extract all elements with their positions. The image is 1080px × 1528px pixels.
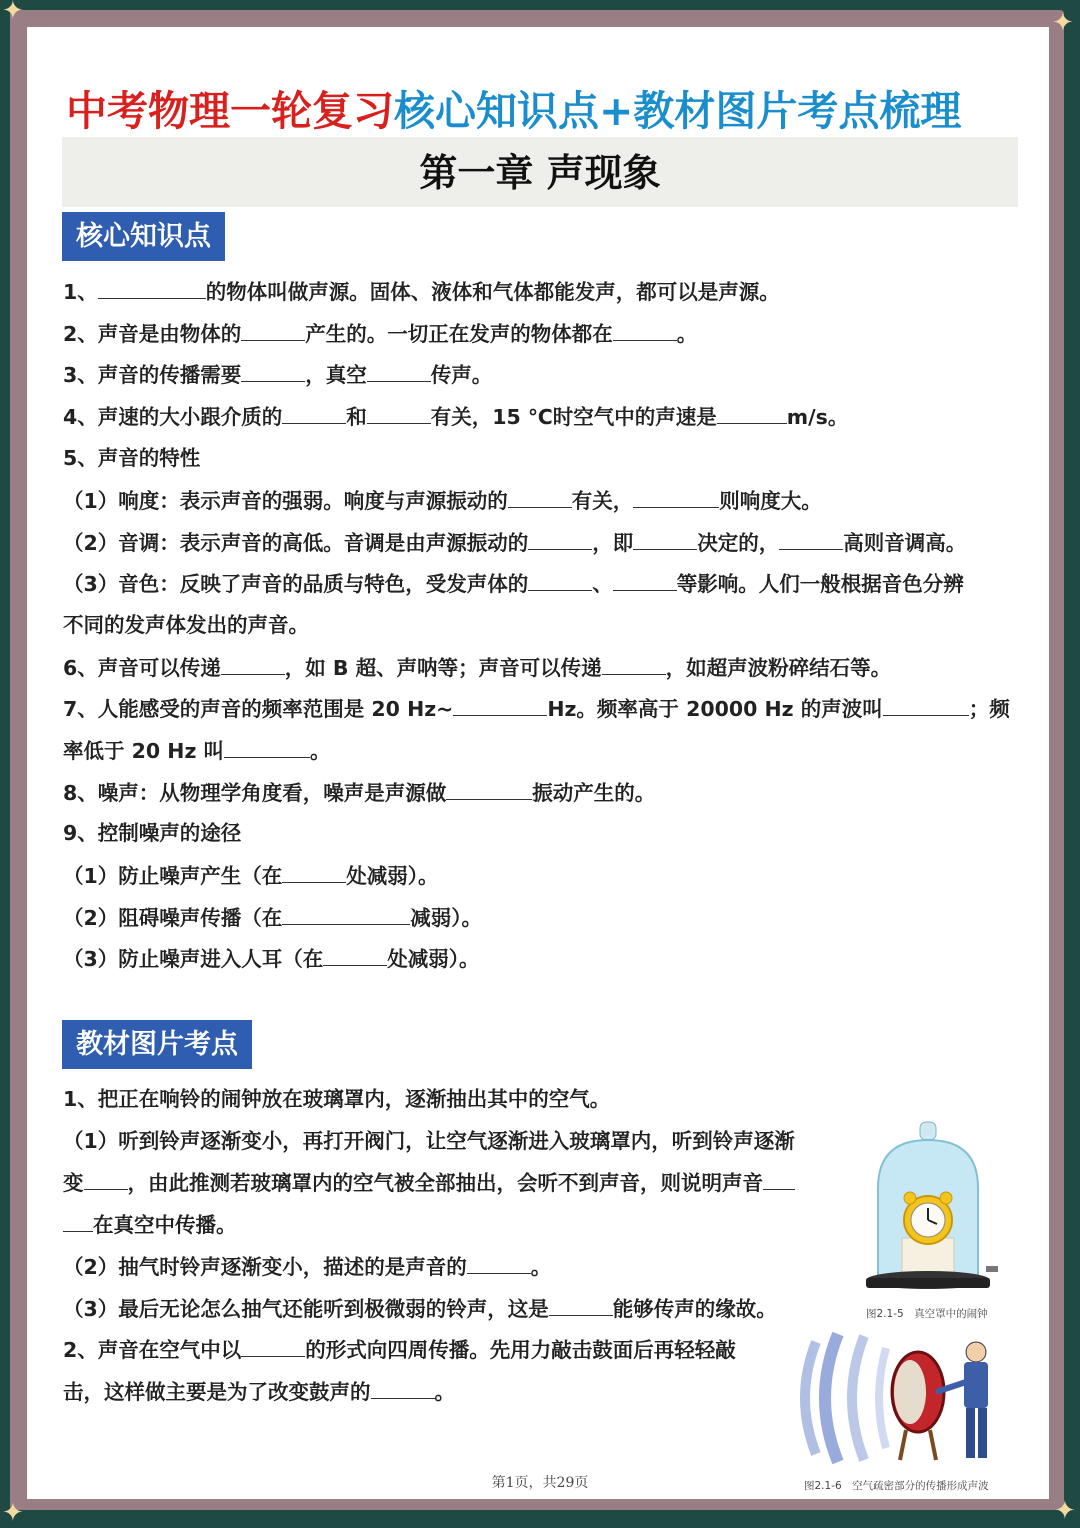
answer-blank[interactable]	[367, 359, 431, 382]
bell-jar-figure	[858, 1118, 1008, 1298]
chapter-heading: 第一章 声现象	[62, 137, 1018, 207]
answer-blank[interactable]	[467, 1251, 531, 1274]
core-line-5: 5、声音的特性	[63, 446, 201, 470]
answer-blank[interactable]	[371, 1376, 435, 1399]
core-line-7-cont: 率低于 20 Hz 叫 。	[63, 735, 331, 766]
answer-blank[interactable]	[367, 401, 431, 424]
answer-blank[interactable]	[633, 485, 719, 508]
core-line-4: 4、声速的大小跟介质的 和 有关，15 ℃时空气中的声速是 m/s。	[63, 401, 848, 432]
core-line-3: 3、声音的传播需要 ，真空 传声。	[63, 359, 492, 390]
figure-caption: 图2.1-6 空气疏密部分的传播形成声波	[804, 1480, 989, 1492]
answer-blank[interactable]	[779, 527, 843, 550]
textbook-line-2-cont: 击，这样做主要是为了改变鼓声的 。	[63, 1376, 455, 1407]
answer-blank[interactable]	[613, 568, 677, 591]
star-decoration: ✦	[1052, 8, 1074, 38]
figure-caption: 图2.1-5 真空罩中的闹钟	[866, 1308, 988, 1320]
core-line-9-2: （2）阻碍噪声传播（在 减弱）。	[63, 902, 482, 933]
document-title	[66, 78, 1026, 134]
section-heading-textbook: 教材图片考点	[62, 1020, 252, 1069]
star-decoration: ✦	[1054, 1496, 1076, 1526]
textbook-line-1-3: （3）最后无论怎么抽气还能听到极微弱的铃声，这是 能够传声的缘故。	[63, 1293, 777, 1324]
core-line-5-1: （1）响度：表示声音的强弱。响度与声源振动的 有关， 则响度大。	[63, 485, 822, 516]
page-number: 第1页，共29页	[491, 1475, 589, 1491]
title-part-red: 中考物理一轮复习	[66, 87, 394, 135]
textbook-line-2: 2、声音在空气中以 的形式向四周传播。先用力敲击鼓面后再轻轻敲	[63, 1334, 736, 1365]
textbook-line-1-2: （2）抽气时铃声逐渐变小，描述的是声音的 。	[63, 1251, 551, 1282]
answer-blank[interactable]	[528, 568, 592, 591]
core-line-2: 2、声音是由物体的 产生的。一切正在发声的物体都在 。	[63, 318, 697, 349]
answer-blank[interactable]	[763, 1167, 795, 1190]
core-line-9-1: （1）防止噪声产生（在 处减弱）。	[63, 860, 439, 891]
answer-blank[interactable]	[221, 652, 285, 675]
answer-blank[interactable]	[633, 527, 697, 550]
answer-blank[interactable]	[241, 359, 305, 382]
answer-blank[interactable]	[282, 860, 346, 883]
answer-blank[interactable]	[508, 485, 572, 508]
textbook-line-1-1-cont: 变 ，由此推测若玻璃罩内的空气被全部抽出，会听不到声音，则说明声音	[63, 1167, 795, 1198]
answer-blank[interactable]	[446, 777, 532, 800]
drum-sound-wave-figure	[786, 1322, 1011, 1474]
core-line-1: 1、 的物体叫做声源。固体、液体和气体都能发声，都可以是声源。	[63, 276, 780, 307]
answer-blank[interactable]	[883, 693, 969, 716]
answer-blank[interactable]	[549, 1293, 613, 1316]
answer-blank[interactable]	[282, 401, 346, 424]
answer-blank[interactable]	[241, 318, 305, 341]
answer-blank[interactable]	[98, 276, 206, 299]
core-line-9: 9、控制噪声的途径	[63, 821, 242, 845]
textbook-line-1-1-end: 在真空中传播。	[63, 1209, 237, 1240]
core-line-7: 7、人能感受的声音的频率范围是 20 Hz~ Hz。频率高于 20000 Hz 的声波叫 ；频	[63, 693, 1010, 724]
core-line-9-3: （3）防止噪声进入人耳（在 处减弱）。	[63, 943, 480, 974]
answer-blank[interactable]	[602, 652, 666, 675]
star-decoration: ✦	[2, 1498, 24, 1528]
core-line-5-2: （2）音调：表示声音的高低。音调是由声源振动的 ，即 决定的， 高则音调高。	[63, 527, 966, 558]
core-line-5-3: （3）音色：反映了声音的品质与特色，受发声体的 、 等影响。人们一般根据音色分辨	[63, 568, 964, 599]
answer-blank[interactable]	[84, 1167, 128, 1190]
core-line-6: 6、声音可以传递 ，如 B 超、声呐等；声音可以传递 ，如超声波粉碎结石等。	[63, 652, 891, 683]
answer-blank[interactable]	[241, 1334, 305, 1357]
core-line-5-3-cont: 不同的发声体发出的声音。	[63, 613, 309, 637]
answer-blank[interactable]	[717, 401, 787, 424]
answer-blank[interactable]	[323, 943, 387, 966]
core-line-8: 8、噪声：从物理学角度看，噪声是声源做 振动产生的。	[63, 777, 655, 808]
answer-blank[interactable]	[528, 527, 592, 550]
answer-blank[interactable]	[224, 735, 310, 758]
textbook-line-1: 1、把正在响铃的闹钟放在玻璃罩内，逐渐抽出其中的空气。	[63, 1087, 611, 1111]
star-decoration: ✦	[2, 0, 24, 26]
section-heading-core: 核心知识点	[62, 212, 225, 261]
answer-blank[interactable]	[613, 318, 677, 341]
answer-blank[interactable]	[63, 1209, 93, 1232]
answer-blank[interactable]	[453, 693, 547, 716]
textbook-line-1-1: （1）听到铃声逐渐变小，再打开阀门，让空气逐渐进入玻璃罩内，听到铃声逐渐	[63, 1129, 795, 1153]
title-part-blue: 核心知识点+教材图片考点梳理	[394, 87, 962, 135]
answer-blank[interactable]	[282, 902, 410, 925]
